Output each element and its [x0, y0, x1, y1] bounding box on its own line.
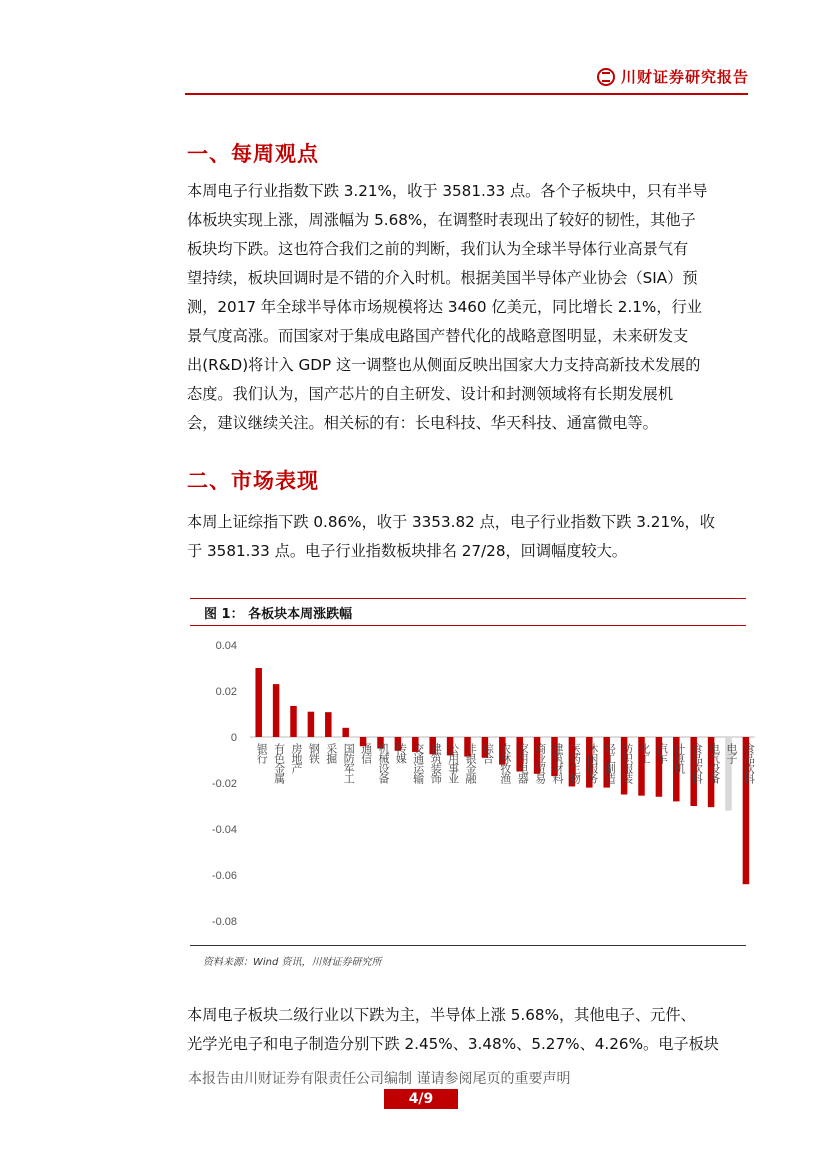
category-label: 汽车 [655, 743, 669, 763]
section3-paragraph [187, 1001, 752, 1059]
section1-line: 出(R&D)将计入 GDP 这一调整也从侧面反映出国家大力支持高新技术发展的 [187, 356, 701, 374]
section2-line: 本周上证综指下跌 0.86%，收于 3353.82 点，电子行业指数下跌 3.21%，收 [187, 513, 715, 531]
category-label: 休闲服务 [585, 743, 599, 783]
y-tick-label: -0.02 [211, 778, 237, 790]
bar-1 [273, 684, 280, 737]
category-label: 建筑材料 [551, 743, 564, 783]
category-label: 轻工制造 [603, 743, 617, 783]
section1-paragraph [187, 177, 752, 438]
y-tick-label: -0.06 [211, 870, 237, 882]
category-label: 通信 [359, 743, 373, 763]
header-divider [185, 93, 748, 95]
category-label: 电子 [725, 743, 738, 763]
y-tick-label: 0.04 [215, 640, 237, 652]
section1-line: 本周电子行业指数下跌 3.21%，收于 3581.33 点。各个子板块中，只有半导 [187, 182, 708, 200]
bar-5 [342, 728, 349, 737]
category-label: 食品饮料 [742, 743, 756, 783]
figure-title: 图 1： 各板块本周涨跌幅 [204, 607, 353, 622]
category-label: 采掘 [324, 743, 338, 763]
category-label: 非银金融 [464, 743, 477, 783]
category-label: 计算机 [672, 743, 686, 773]
section1-line: 态度。我们认为，国产芯片的自主研发、设计和封测领域将有长期发展机 [187, 385, 673, 403]
y-tick-label: 0 [230, 732, 237, 744]
header-title: 川财证券研究报告 [620, 68, 749, 86]
footer-disclaimer: 本报告由川财证券有限责任公司编制 谨请参阅尾页的重要声明 [188, 1071, 571, 1087]
figure-bottom-rule [190, 945, 746, 946]
y-tick-label: -0.04 [211, 824, 237, 836]
section1-line: 会，建议继续关注。相关标的有：长电科技、华天科技、通富微电等。 [187, 414, 658, 432]
section2-paragraph [187, 508, 752, 566]
section1-heading: 一、每周观点 [187, 141, 319, 166]
category-label: 化工 [638, 743, 651, 763]
section1-line: 望持续，板块回调时是不错的介入时机。根据美国半导体产业协会（SIA）预 [187, 269, 698, 287]
category-label: 综合 [481, 743, 495, 763]
figure-source: 资料来源：Wind 资讯，川财证券研究所 [203, 957, 382, 968]
category-label: 传媒 [394, 743, 408, 763]
category-label: 商业贸易 [533, 743, 547, 783]
section2-line: 于 3581.33 点。电子行业指数板块排名 27/28，回调幅度较大。 [187, 542, 627, 560]
category-label: 食品饮料 [690, 743, 704, 783]
category-label: 公用事业 [446, 743, 460, 783]
section3-line: 本周电子板块二级行业以下跌为主，半导体上涨 5.68%，其他电子、元件、 [187, 1006, 696, 1024]
section1-line: 体板块实现上涨，周涨幅为 5.68%，在调整时表现出了较好的韧性，其他子 [187, 211, 696, 229]
category-label: 机械设备 [377, 743, 390, 783]
section1-line: 景气度高涨。而国家对于集成电路国产替代化的战略意图明显，未来研发支 [187, 327, 689, 345]
section1-line: 板块均下跌。这也符合我们之前的判断，我们认为全球半导体行业高景气有 [187, 240, 689, 258]
category-label: 农林牧渔 [498, 743, 512, 783]
category-label: 纺织服装 [620, 743, 634, 783]
bar-4 [325, 712, 332, 737]
section2-heading: 二、市场表现 [187, 468, 319, 493]
category-label: 家用电器 [516, 743, 530, 783]
bar-3 [308, 712, 315, 737]
category-label: 建筑装饰 [429, 743, 443, 783]
company-logo-icon [597, 68, 615, 86]
y-tick-label: 0.02 [215, 686, 237, 698]
category-label: 银行 [255, 743, 269, 763]
bar-0 [255, 668, 262, 737]
report-header [597, 66, 749, 87]
y-tick-label: -0.08 [211, 916, 237, 928]
category-label: 房地产 [290, 743, 303, 773]
category-label: 国防军工 [342, 743, 356, 783]
page-number: 4/9 [384, 1089, 458, 1109]
bar-2 [290, 706, 297, 737]
category-label: 有色金属 [272, 743, 286, 783]
category-label: 电气设备 [707, 743, 721, 783]
section1-line: 测，2017 年全球半导体市场规模将达 3460 亿美元，同比增长 2.1%，行业 [187, 298, 702, 316]
category-label: 钢铁 [307, 743, 321, 763]
category-label: 交通运输 [411, 743, 425, 783]
section3-line: 光学光电子和电子制造分别下跌 2.45%、3.48%、5.27%、4.26%。电子板块 [187, 1035, 719, 1053]
sector-change-bar-chart [190, 625, 756, 943]
category-label: 医药生物 [568, 743, 582, 783]
figure-title-bar [190, 598, 746, 626]
